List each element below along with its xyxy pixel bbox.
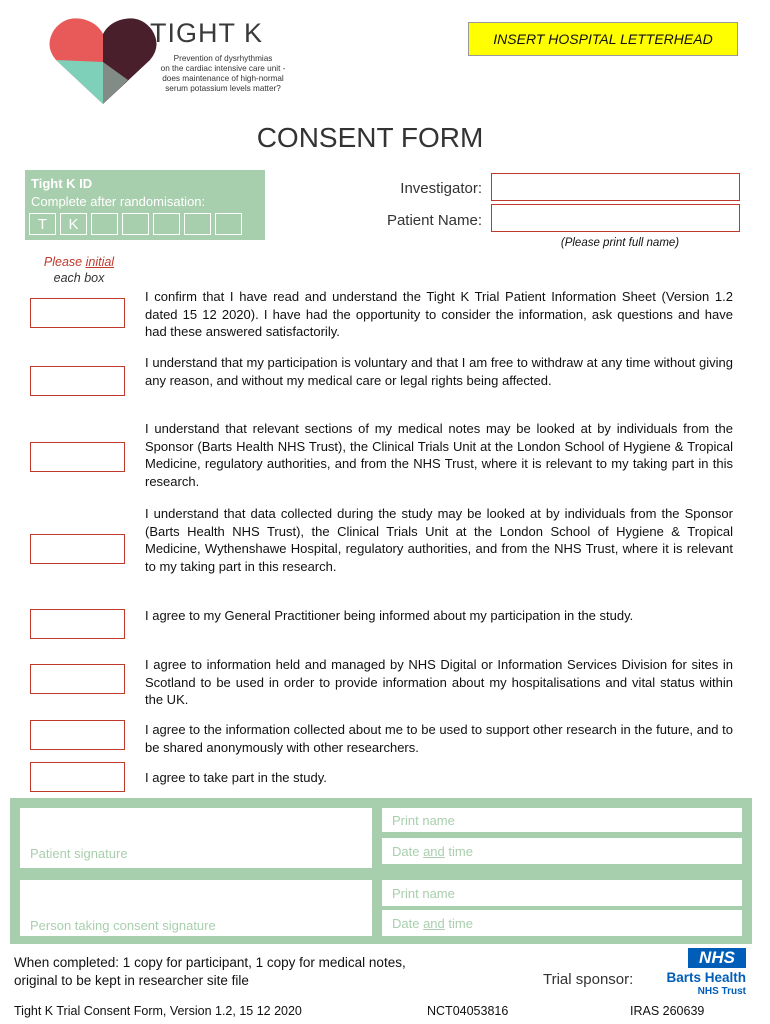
nct-number: NCT04053816: [427, 1004, 509, 1018]
consent-statement-2: I understand that my participation is voluntary and that I am free to withdraw at any time without giving any reason, and without my medical care or legal rights being affected.: [145, 355, 733, 388]
initial-box-2[interactable]: [30, 366, 125, 396]
hospital-letterhead-placeholder: INSERT HOSPITAL LETTERHEAD: [468, 22, 738, 56]
id-cells[interactable]: [29, 213, 242, 235]
initial-box-6[interactable]: [30, 664, 125, 694]
page-title: CONSENT FORM: [256, 122, 484, 153]
id-cell-prefix-k: K: [60, 213, 87, 235]
tight-k-id-box: [25, 170, 265, 240]
consent-statement-3: I understand that relevant sections of my medical notes may be looked at by individuals from the Sponsor (Barts Health NHS Trust), the Clinical Trials Unit at the London School of Hygiene & Tropical Medicine, regulatory authorities, and from the NHS Trust, where it is relevant to my taking part in this research.: [145, 421, 733, 489]
initial-box-4[interactable]: [30, 534, 125, 564]
investigator-label: Investigator:: [400, 180, 482, 197]
consent-statement-4: I understand that data collected during the study may be looked at by individuals from the Sponsor (Barts Health NHS Trust), the Clinical Trials Unit at the London School of Hygiene & Tropical Medicine, Wythenshawe Hospital, regulatory authorities, and from the NHS Trust, where it is relevant to my taking part in this research.: [145, 506, 733, 574]
initial-box-7[interactable]: [30, 720, 125, 750]
consent-signature-label: Person taking consent signature: [30, 918, 216, 933]
id-cell[interactable]: [153, 213, 180, 235]
barts-health-text: Barts Health: [666, 970, 746, 985]
iras-number: IRAS 260639: [630, 1004, 705, 1018]
completion-instructions: When completed: 1 copy for participant, 1 copy for medical notes, original to be kept in researcher site file: [14, 955, 406, 988]
patient-print-name-field[interactable]: [382, 808, 742, 832]
patient-date-time-field[interactable]: [382, 838, 742, 864]
consent-statement-1: I confirm that I have read and understand the Tight K Trial Patient Information Sheet (Version 1.2 dated 15 12 2020). I have had the opportunity to consider the information, ask questions and have had these answered satisfactorily.: [145, 289, 733, 339]
nhs-badge: NHS: [688, 948, 746, 968]
form-version: Tight K Trial Consent Form, Version 1.2, 15 12 2020: [14, 1004, 302, 1018]
patient-signature-label: Patient signature: [30, 846, 128, 861]
brand-subtitle: Prevention of dysrhythmias on the cardiac intensive care unit - does maintenance of high-normal serum potassium levels matter?: [160, 54, 286, 93]
trial-sponsor-label: Trial sponsor:: [543, 971, 634, 988]
patient-name-label: Patient Name:: [386, 212, 482, 229]
date-time-label: Date and time: [392, 916, 473, 931]
id-cell[interactable]: [184, 213, 211, 235]
initial-box-8[interactable]: [30, 762, 125, 792]
date-time-label: Date and time: [392, 844, 473, 859]
investigator-field[interactable]: [491, 173, 740, 201]
nhs-trust-text: NHS Trust: [697, 986, 746, 997]
consent-statement-6: I agree to information held and managed by NHS Digital or Information Services Division for sites in Scotland to be used in order to provide information about my hospitalisations and vital status within the UK.: [145, 657, 733, 707]
initial-instruction: Please initial each box: [43, 255, 115, 285]
consent-statement-8: I agree to take part in the study.: [145, 770, 327, 785]
initial-box-1[interactable]: [30, 298, 125, 328]
id-cell[interactable]: [215, 213, 242, 235]
id-cell[interactable]: [122, 213, 149, 235]
consent-print-name-field[interactable]: [382, 880, 742, 906]
initial-box-3[interactable]: [30, 442, 125, 472]
consent-statement-5: I agree to my General Practitioner being informed about my participation in the study.: [145, 608, 634, 623]
print-full-name-note: (Please print full name): [560, 237, 680, 249]
print-name-label: Print name: [392, 813, 455, 828]
patient-signature-box[interactable]: [20, 808, 372, 868]
id-instruction: Complete after randomisation:: [31, 194, 206, 209]
patient-name-field[interactable]: [491, 204, 740, 232]
id-cell[interactable]: [91, 213, 118, 235]
id-cell-prefix-t: T: [29, 213, 56, 235]
consent-statement-7: I agree to the information collected about me to be used to support other research in the future, and to be shared anonymously with other researchers.: [145, 722, 733, 755]
initial-box-5[interactable]: [30, 609, 125, 639]
consent-date-time-field[interactable]: [382, 910, 742, 936]
id-label: Tight K ID: [31, 176, 93, 191]
brand-name: TIGHT K: [150, 18, 264, 48]
barts-health-nhs-logo: [660, 948, 746, 1000]
print-name-label: Print name: [392, 886, 455, 901]
tight-k-heart-logo: [48, 16, 158, 106]
consent-signature-box[interactable]: [20, 880, 372, 936]
